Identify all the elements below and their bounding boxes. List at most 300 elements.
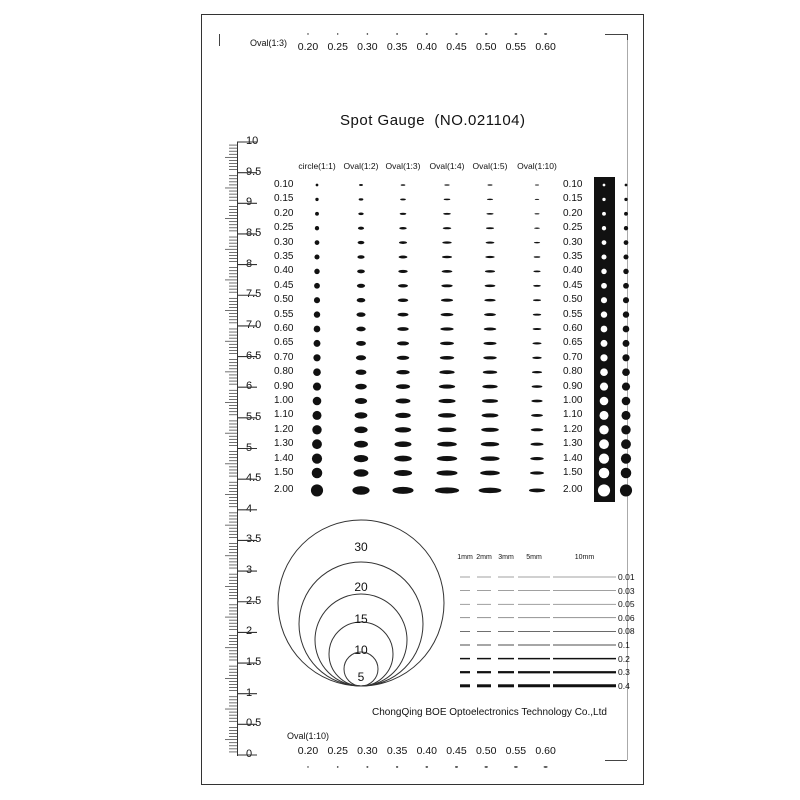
spot-mark	[442, 256, 452, 259]
spot-column-header: Oval(1:5)	[472, 161, 508, 171]
size-label: 1.20	[274, 423, 294, 435]
bottom-row-mark	[544, 766, 548, 767]
spot-mark	[438, 399, 455, 403]
spot-mark	[485, 270, 495, 272]
outer-dot	[623, 326, 630, 333]
spot-mark	[440, 356, 454, 360]
top-row-mark	[337, 33, 338, 34]
size-label: 0.90	[274, 380, 294, 392]
size-label: 0.40	[274, 265, 294, 277]
size-label: 0.60	[274, 323, 294, 334]
spot-mark	[532, 385, 543, 388]
ruler-label: 5.5	[246, 410, 262, 423]
spot-mark	[534, 228, 540, 229]
spot-mark	[312, 468, 323, 479]
outer-dot	[623, 340, 630, 347]
spot-mark	[399, 227, 406, 229]
spot-mark	[480, 471, 500, 476]
ruler-label: 0.5	[246, 717, 262, 730]
ruler-label: 0	[246, 748, 253, 760]
spot-mark	[532, 342, 541, 344]
spot-mark	[482, 399, 498, 403]
outer-dot	[621, 425, 630, 434]
size-label: 1.30	[274, 438, 294, 450]
ruler-label: 7.5	[246, 288, 262, 301]
size-label: 0.20	[274, 207, 294, 219]
spot-mark	[534, 242, 540, 243]
spot-mark	[533, 314, 541, 316]
line-width-label: 0.4	[618, 680, 630, 691]
ruler-label: 2	[246, 625, 253, 638]
spot-mark	[312, 411, 321, 420]
spot-mark	[357, 298, 366, 302]
line-gauge-header: 1mm	[457, 554, 473, 561]
spot-mark	[441, 299, 453, 302]
spot-mark	[485, 285, 496, 288]
size-label: 0.25	[274, 222, 294, 234]
spot-mark	[482, 413, 499, 417]
spot-mark	[315, 198, 318, 201]
spot-mark	[357, 255, 364, 259]
outer-dot	[622, 368, 630, 376]
size-label: 0.80	[274, 366, 294, 378]
ruler-label: 4.5	[246, 472, 262, 485]
size-label: 0.80	[563, 366, 583, 378]
size-label: 0.10	[274, 179, 294, 190]
spot-mark	[314, 311, 320, 317]
size-label: 1.30	[563, 438, 583, 450]
spot-mark	[396, 370, 409, 374]
spot-column-header: Oval(1:3)	[385, 161, 421, 171]
top-row-label: Oval(1:3)	[250, 38, 288, 48]
top-row-value: 0.40	[416, 41, 438, 53]
bottom-row-mark	[396, 766, 398, 767]
spot-mark	[392, 487, 413, 494]
ruler-label: 9	[246, 196, 253, 209]
spot-mark	[486, 242, 495, 244]
spot-mark	[440, 342, 454, 345]
line-width-label: 0.3	[618, 667, 630, 678]
line-width-label: 0.03	[618, 585, 635, 596]
spot-mark	[397, 327, 409, 331]
strip-dot	[600, 383, 608, 391]
bottom-row-value: 0.50	[475, 745, 497, 757]
spot-mark	[532, 371, 542, 373]
spot-mark	[533, 285, 541, 287]
bottom-row-value: 0.40	[416, 745, 438, 757]
outer-dot	[624, 212, 628, 216]
line-width-label: 0.08	[618, 626, 635, 637]
spot-mark	[314, 340, 321, 347]
size-label: 1.00	[563, 395, 583, 406]
size-label: 1.40	[563, 452, 583, 464]
line-width-label: 0.2	[618, 653, 630, 664]
bottom-row-value: 0.30	[357, 745, 378, 757]
spot-mark	[485, 256, 495, 258]
ruler-label: 4	[246, 502, 253, 515]
outer-dot	[624, 198, 627, 201]
strip-dot	[602, 198, 605, 201]
bottom-row-label: Oval(1:10)	[287, 731, 330, 741]
spot-mark	[354, 455, 368, 462]
spot-mark	[444, 184, 449, 185]
spot-mark	[438, 413, 456, 418]
spot-mark	[358, 241, 365, 244]
bottom-row-mark	[485, 766, 488, 767]
strip-dot	[599, 411, 608, 420]
spot-mark	[442, 241, 451, 243]
spot-mark	[481, 442, 499, 446]
ruler-label: 1.5	[246, 656, 262, 669]
ruler-label: 6.5	[246, 349, 262, 362]
spot-mark	[355, 398, 367, 404]
top-row-mark	[367, 33, 369, 34]
ruler-label: 3	[246, 564, 253, 577]
top-row-value: 0.45	[446, 41, 467, 53]
spot-mark	[534, 256, 541, 258]
spot-mark	[356, 341, 366, 346]
top-row-mark	[307, 33, 308, 34]
spot-mark	[314, 297, 320, 303]
size-label: 1.10	[274, 409, 294, 421]
spot-mark	[484, 328, 497, 331]
spot-mark	[486, 227, 494, 229]
spot-mark	[444, 199, 451, 201]
strip-dot	[602, 240, 607, 245]
size-label: 1.10	[563, 409, 583, 421]
strip-dot	[599, 439, 609, 449]
spot-mark	[487, 199, 493, 200]
spot-mark	[359, 198, 364, 200]
spot-mark	[313, 368, 321, 376]
top-row-mark	[485, 33, 488, 34]
spot-mark	[312, 425, 321, 434]
line-gauge-header: 10mm	[574, 554, 595, 561]
line-width-label: 0.06	[618, 612, 635, 623]
spot-mark	[395, 413, 411, 418]
size-label: 0.65	[563, 337, 583, 349]
spot-mark	[530, 457, 544, 460]
ruler-label: 9.5	[246, 165, 262, 178]
strip-dot	[603, 184, 606, 187]
outer-dot	[623, 269, 628, 274]
line-width-label: 0.05	[618, 599, 635, 610]
spot-mark	[314, 283, 320, 289]
spot-mark	[529, 488, 545, 492]
top-row-value: 0.25	[327, 41, 348, 53]
spot-mark	[441, 313, 454, 316]
size-label: 0.55	[563, 308, 583, 320]
outer-dot	[624, 226, 628, 230]
spot-mark	[534, 213, 539, 214]
top-row-mark	[544, 33, 547, 34]
strip-dot	[598, 484, 610, 496]
spot-mark	[355, 384, 367, 390]
spot-mark	[482, 385, 497, 389]
ruler-label: 7.0	[246, 318, 262, 331]
spot-mark	[484, 313, 496, 316]
size-label: 0.10	[563, 179, 583, 190]
bottom-row-mark	[337, 766, 339, 767]
outer-dot	[621, 454, 631, 464]
spot-mark	[398, 270, 407, 273]
spot-mark	[359, 184, 363, 186]
outer-dot	[623, 297, 629, 303]
outer-dot	[623, 311, 629, 317]
strip-dot	[600, 354, 607, 361]
top-row-value: 0.20	[297, 41, 319, 53]
spot-mark	[396, 384, 410, 389]
spot-mark	[439, 370, 454, 374]
spot-mark	[358, 212, 363, 215]
strip-dot	[602, 226, 606, 230]
spot-column-header: Oval(1:4)	[429, 161, 465, 171]
top-row-mark	[426, 33, 428, 34]
spot-mark	[312, 454, 322, 464]
spot-mark	[314, 269, 319, 274]
size-label: 0.15	[563, 193, 583, 205]
company-name: ChongQing BOE Optoelectronics Technology Co.,Ltd	[372, 707, 607, 718]
spot-mark	[397, 341, 409, 345]
strip-dot	[601, 269, 606, 274]
circle-label: 30	[354, 540, 368, 554]
top-row-mark	[396, 33, 398, 34]
strip-dot	[601, 340, 608, 347]
spot-mark	[400, 198, 406, 200]
size-label: 0.90	[563, 380, 583, 392]
bottom-row-value: 0.45	[446, 745, 467, 757]
size-label: 0.55	[274, 308, 294, 320]
spot-mark	[531, 400, 542, 403]
outer-dot	[621, 439, 631, 449]
size-label: 0.30	[274, 236, 294, 248]
size-label: 0.30	[563, 236, 583, 248]
size-label: 0.45	[274, 279, 294, 291]
size-label: 0.35	[563, 251, 583, 262]
size-label: 0.20	[563, 207, 583, 219]
ruler-label: 5	[246, 441, 253, 454]
top-row-mark	[455, 33, 457, 34]
size-label: 2.00	[274, 484, 294, 496]
spot-mark	[440, 327, 453, 330]
size-label: 0.25	[563, 222, 583, 234]
strip-dot	[601, 326, 608, 333]
spot-mark	[352, 486, 369, 495]
spot-mark	[357, 269, 365, 273]
spot-mark	[530, 471, 544, 474]
strip-dot	[599, 454, 609, 464]
spot-mark	[533, 328, 542, 330]
top-row-value: 0.55	[505, 41, 527, 53]
bottom-row-value: 0.35	[386, 745, 408, 757]
size-label: 2.00	[563, 484, 583, 496]
spot-mark	[487, 184, 492, 185]
spot-mark	[533, 299, 541, 301]
spot-mark	[481, 428, 499, 432]
outer-dot	[622, 383, 630, 391]
circle-label: 20	[354, 580, 368, 594]
size-label: 1.00	[274, 395, 294, 406]
spot-mark	[316, 184, 319, 187]
line-width-label: 0.01	[618, 572, 635, 582]
ruler-label: 8.5	[246, 226, 262, 239]
spot-mark	[396, 399, 411, 404]
size-label: 1.50	[274, 467, 294, 478]
top-row-mark	[514, 33, 517, 34]
spot-mark	[356, 327, 365, 332]
spot-mark	[356, 369, 367, 374]
spot-mark	[483, 356, 497, 359]
spot-mark	[356, 355, 366, 360]
strip-dot	[601, 297, 607, 303]
spot-mark	[354, 469, 369, 476]
spot-mark	[437, 442, 457, 447]
spot-mark	[441, 284, 453, 287]
size-label: 0.40	[563, 265, 583, 277]
line-width-label: 0.1	[618, 640, 630, 650]
bottom-row-mark	[366, 766, 368, 767]
spot-mark	[398, 284, 408, 287]
spot-mark	[312, 439, 322, 449]
spot-mark	[314, 254, 319, 259]
size-label: 0.60	[563, 323, 583, 334]
spot-mark	[399, 241, 407, 244]
spot-mark	[531, 414, 543, 417]
spot-column-header: Oval(1:2)	[343, 161, 379, 171]
bottom-row-mark	[425, 766, 428, 767]
spot-mark	[356, 312, 365, 317]
spot-mark	[533, 271, 540, 273]
strip-dot	[599, 468, 610, 479]
spot-mark	[535, 199, 539, 200]
top-row-value: 0.30	[357, 41, 378, 53]
bottom-row-value: 0.25	[327, 745, 348, 757]
strip-dot	[600, 397, 609, 406]
circle-label: 15	[354, 612, 368, 626]
strip-dot	[600, 368, 608, 376]
spot-mark	[535, 185, 539, 186]
spot-mark	[315, 212, 319, 216]
spot-mark	[315, 240, 320, 245]
bottom-row-mark	[514, 766, 518, 767]
spot-mark	[399, 256, 408, 259]
size-label: 0.50	[274, 294, 294, 306]
strip-dot	[602, 212, 606, 216]
circle-label: 5	[357, 670, 365, 684]
spot-mark	[358, 227, 364, 230]
spot-mark	[437, 456, 457, 461]
spot-mark	[435, 487, 459, 493]
outer-dot	[621, 411, 630, 420]
spot-mark	[443, 227, 452, 229]
circle-label: 10	[354, 643, 368, 657]
spot-mark	[313, 397, 322, 406]
spot-mark	[397, 313, 408, 317]
spot-mark	[397, 356, 409, 360]
outer-dot	[623, 283, 629, 289]
spot-mark	[486, 213, 493, 215]
size-label: 0.70	[274, 351, 294, 363]
spot-mark	[398, 298, 409, 302]
spot-mark	[532, 357, 542, 359]
size-label: 0.50	[563, 294, 583, 306]
ruler-label: 6	[246, 380, 253, 393]
page-title: Spot Gauge (NO.021104)	[340, 112, 526, 129]
top-row-value: 0.50	[475, 41, 497, 53]
spot-mark	[483, 342, 496, 345]
spot-mark	[394, 456, 412, 462]
top-row-value: 0.60	[535, 41, 556, 53]
ruler-label: 10	[246, 135, 259, 147]
strip-dot	[601, 311, 607, 317]
strip-dot	[601, 254, 606, 259]
size-label: 0.65	[274, 337, 294, 349]
size-label: 1.40	[274, 452, 294, 464]
spot-mark	[395, 441, 412, 447]
size-label: 0.45	[563, 279, 583, 291]
spot-mark	[483, 370, 497, 373]
spot-mark	[314, 326, 321, 333]
size-label: 1.50	[563, 467, 583, 478]
bottom-row-value: 0.60	[535, 745, 556, 757]
top-row-value: 0.35	[386, 41, 408, 53]
size-label: 0.35	[274, 251, 294, 262]
spot-mark	[395, 427, 411, 432]
spot-mark	[394, 470, 412, 476]
spot-mark	[443, 213, 451, 215]
spot-mark	[315, 226, 319, 230]
spot-mark	[400, 213, 407, 215]
spot-mark	[311, 484, 323, 496]
bottom-row-value: 0.20	[297, 745, 319, 757]
ruler-label: 3.5	[246, 533, 262, 546]
spot-mark	[354, 441, 368, 448]
line-gauge-header: 3mm	[498, 554, 514, 561]
outer-dot	[620, 484, 632, 496]
outer-dot	[623, 254, 628, 259]
spot-mark	[438, 427, 457, 432]
spot-column-header: circle(1:1)	[298, 161, 336, 171]
spot-mark	[357, 284, 365, 288]
spot-mark	[480, 456, 499, 461]
ruler-label: 1	[246, 686, 253, 699]
spot-mark	[436, 470, 457, 475]
spot-mark	[442, 270, 453, 273]
outer-dot	[622, 354, 629, 361]
spot-mark	[531, 428, 544, 431]
spot-mark	[530, 443, 543, 446]
outer-dot	[622, 397, 631, 406]
spot-mark	[401, 184, 406, 186]
size-label: 1.20	[563, 423, 583, 435]
bottom-row-value: 0.55	[505, 745, 527, 757]
bottom-row-mark	[455, 766, 458, 767]
spot-mark	[355, 412, 368, 418]
strip-dot	[599, 425, 608, 434]
size-label: 0.70	[563, 351, 583, 363]
spot-mark	[479, 488, 502, 493]
spot-mark	[484, 299, 495, 302]
spot-mark	[313, 354, 320, 361]
bottom-row-mark	[307, 766, 308, 767]
strip-dot	[601, 283, 607, 289]
spot-mark	[439, 385, 455, 389]
spot-mark	[313, 383, 321, 391]
outer-dot	[625, 184, 628, 187]
outer-dot	[624, 240, 629, 245]
ruler-label: 8	[246, 257, 253, 270]
size-label: 0.15	[274, 193, 294, 205]
